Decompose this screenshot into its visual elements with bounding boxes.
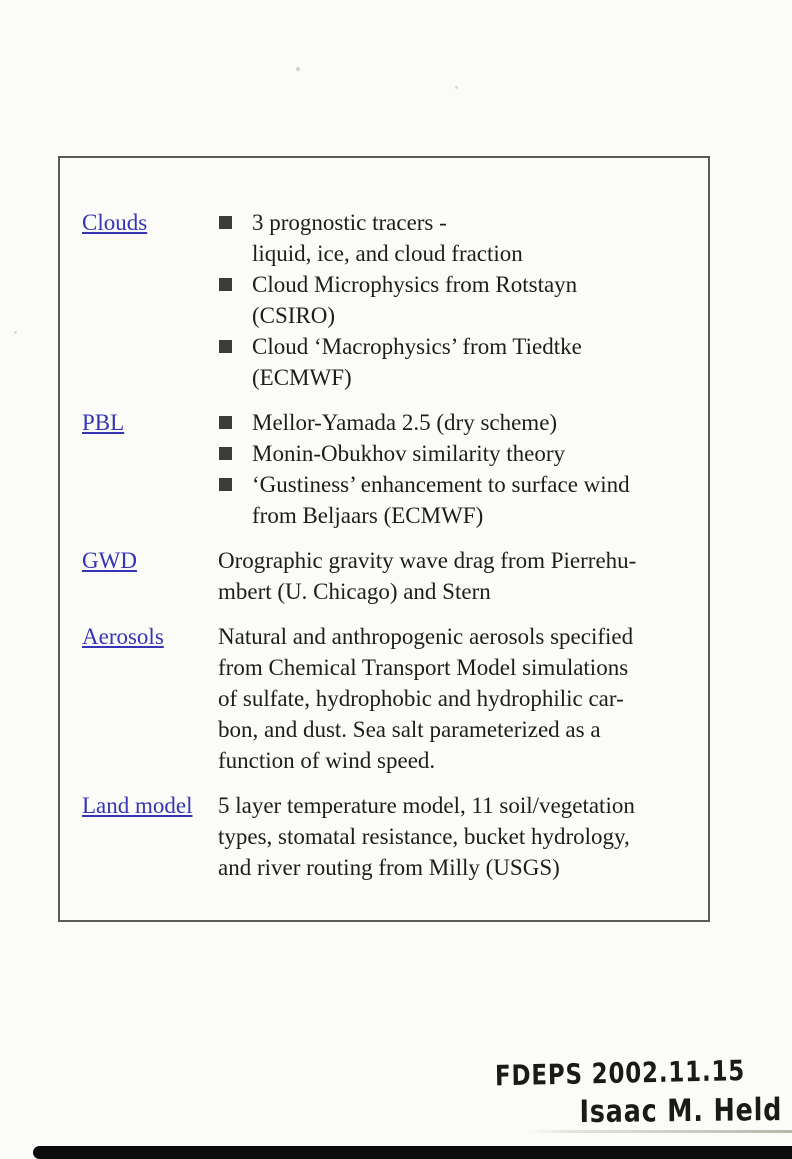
section-content-clouds [218, 207, 700, 393]
bullet-text-line: Cloud Microphysics from Rotstayn [252, 272, 578, 297]
bullet-item [218, 331, 700, 393]
bullet-item [218, 269, 700, 331]
scan-speck [455, 86, 458, 89]
bullet-item [218, 207, 700, 269]
bullet-text-line: Mellor-Yamada 2.5 (dry scheme) [252, 410, 558, 435]
scan-artifact-bar [33, 1146, 792, 1159]
description-text-line: Orographic gravity wave drag from Pierrehu- [218, 548, 637, 573]
bullet-text-line: (ECMWF) [252, 365, 352, 390]
description-text-line: bon, and dust. Sea salt parameterized as a [218, 717, 601, 742]
section-row-gwd [82, 545, 700, 607]
section-row-land-model [82, 790, 700, 883]
scan-speck [296, 67, 300, 71]
handwritten-date: FDEPS 2002.11.15 [494, 1054, 746, 1093]
bullet-text-line: Cloud ‘Macrophysics’ from Tiedtke [252, 334, 582, 359]
section-link-aerosols[interactable]: Aerosols [82, 624, 164, 649]
section-row-aerosols [82, 621, 700, 776]
scan-speck [14, 331, 17, 334]
bullet-item [218, 407, 700, 438]
section-content-land-model [218, 790, 700, 883]
description-text-line: 5 layer temperature model, 11 soil/vegetation [218, 793, 635, 818]
description-text-line: Natural and anthropogenic aerosols specified [218, 624, 634, 649]
section-content-gwd [218, 545, 700, 607]
bullet-square-icon [219, 447, 232, 460]
section-link-clouds[interactable]: Clouds [82, 210, 148, 235]
section-link-gwd[interactable]: GWD [82, 548, 137, 573]
bullet-text-line: Monin-Obukhov similarity theory [252, 441, 566, 466]
description-text-line: mbert (U. Chicago) and Stern [218, 579, 491, 604]
bullet-text-line: (CSIRO) [252, 303, 336, 328]
bullet-square-icon [219, 416, 232, 429]
bullet-text-line: liquid, ice, and cloud fraction [252, 241, 523, 266]
description-text-line: from Chemical Transport Model simulations [218, 655, 629, 680]
section-row-pbl [82, 407, 700, 531]
bullet-square-icon [219, 478, 232, 491]
section-content-pbl [218, 407, 700, 531]
bullet-text-line: from Beljaars (ECMWF) [252, 503, 484, 528]
bullet-square-icon [219, 278, 232, 291]
section-link-land-model[interactable]: Land model [82, 793, 193, 818]
bullet-text-line: ‘Gustiness’ enhancement to surface wind [252, 472, 630, 497]
section-content-aerosols [218, 621, 700, 776]
section-link-pbl[interactable]: PBL [82, 410, 125, 435]
signature-underline [528, 1130, 792, 1133]
bullet-square-icon [219, 216, 232, 229]
bullet-item [218, 438, 700, 469]
bullet-square-icon [219, 340, 232, 353]
description-text-line: and river routing from Milly (USGS) [218, 855, 560, 880]
description-text-line: function of wind speed. [218, 748, 436, 773]
description-text-line: types, stomatal resistance, bucket hydrology, [218, 824, 630, 849]
model-components-table [58, 156, 710, 922]
description-text-line: of sulfate, hydrophobic and hydrophilic car- [218, 686, 624, 711]
bullet-text-line: 3 prognostic tracers - [252, 210, 447, 235]
bullet-item [218, 469, 700, 531]
handwritten-author: Isaac M. Held [579, 1092, 783, 1131]
section-row-clouds [82, 207, 700, 393]
